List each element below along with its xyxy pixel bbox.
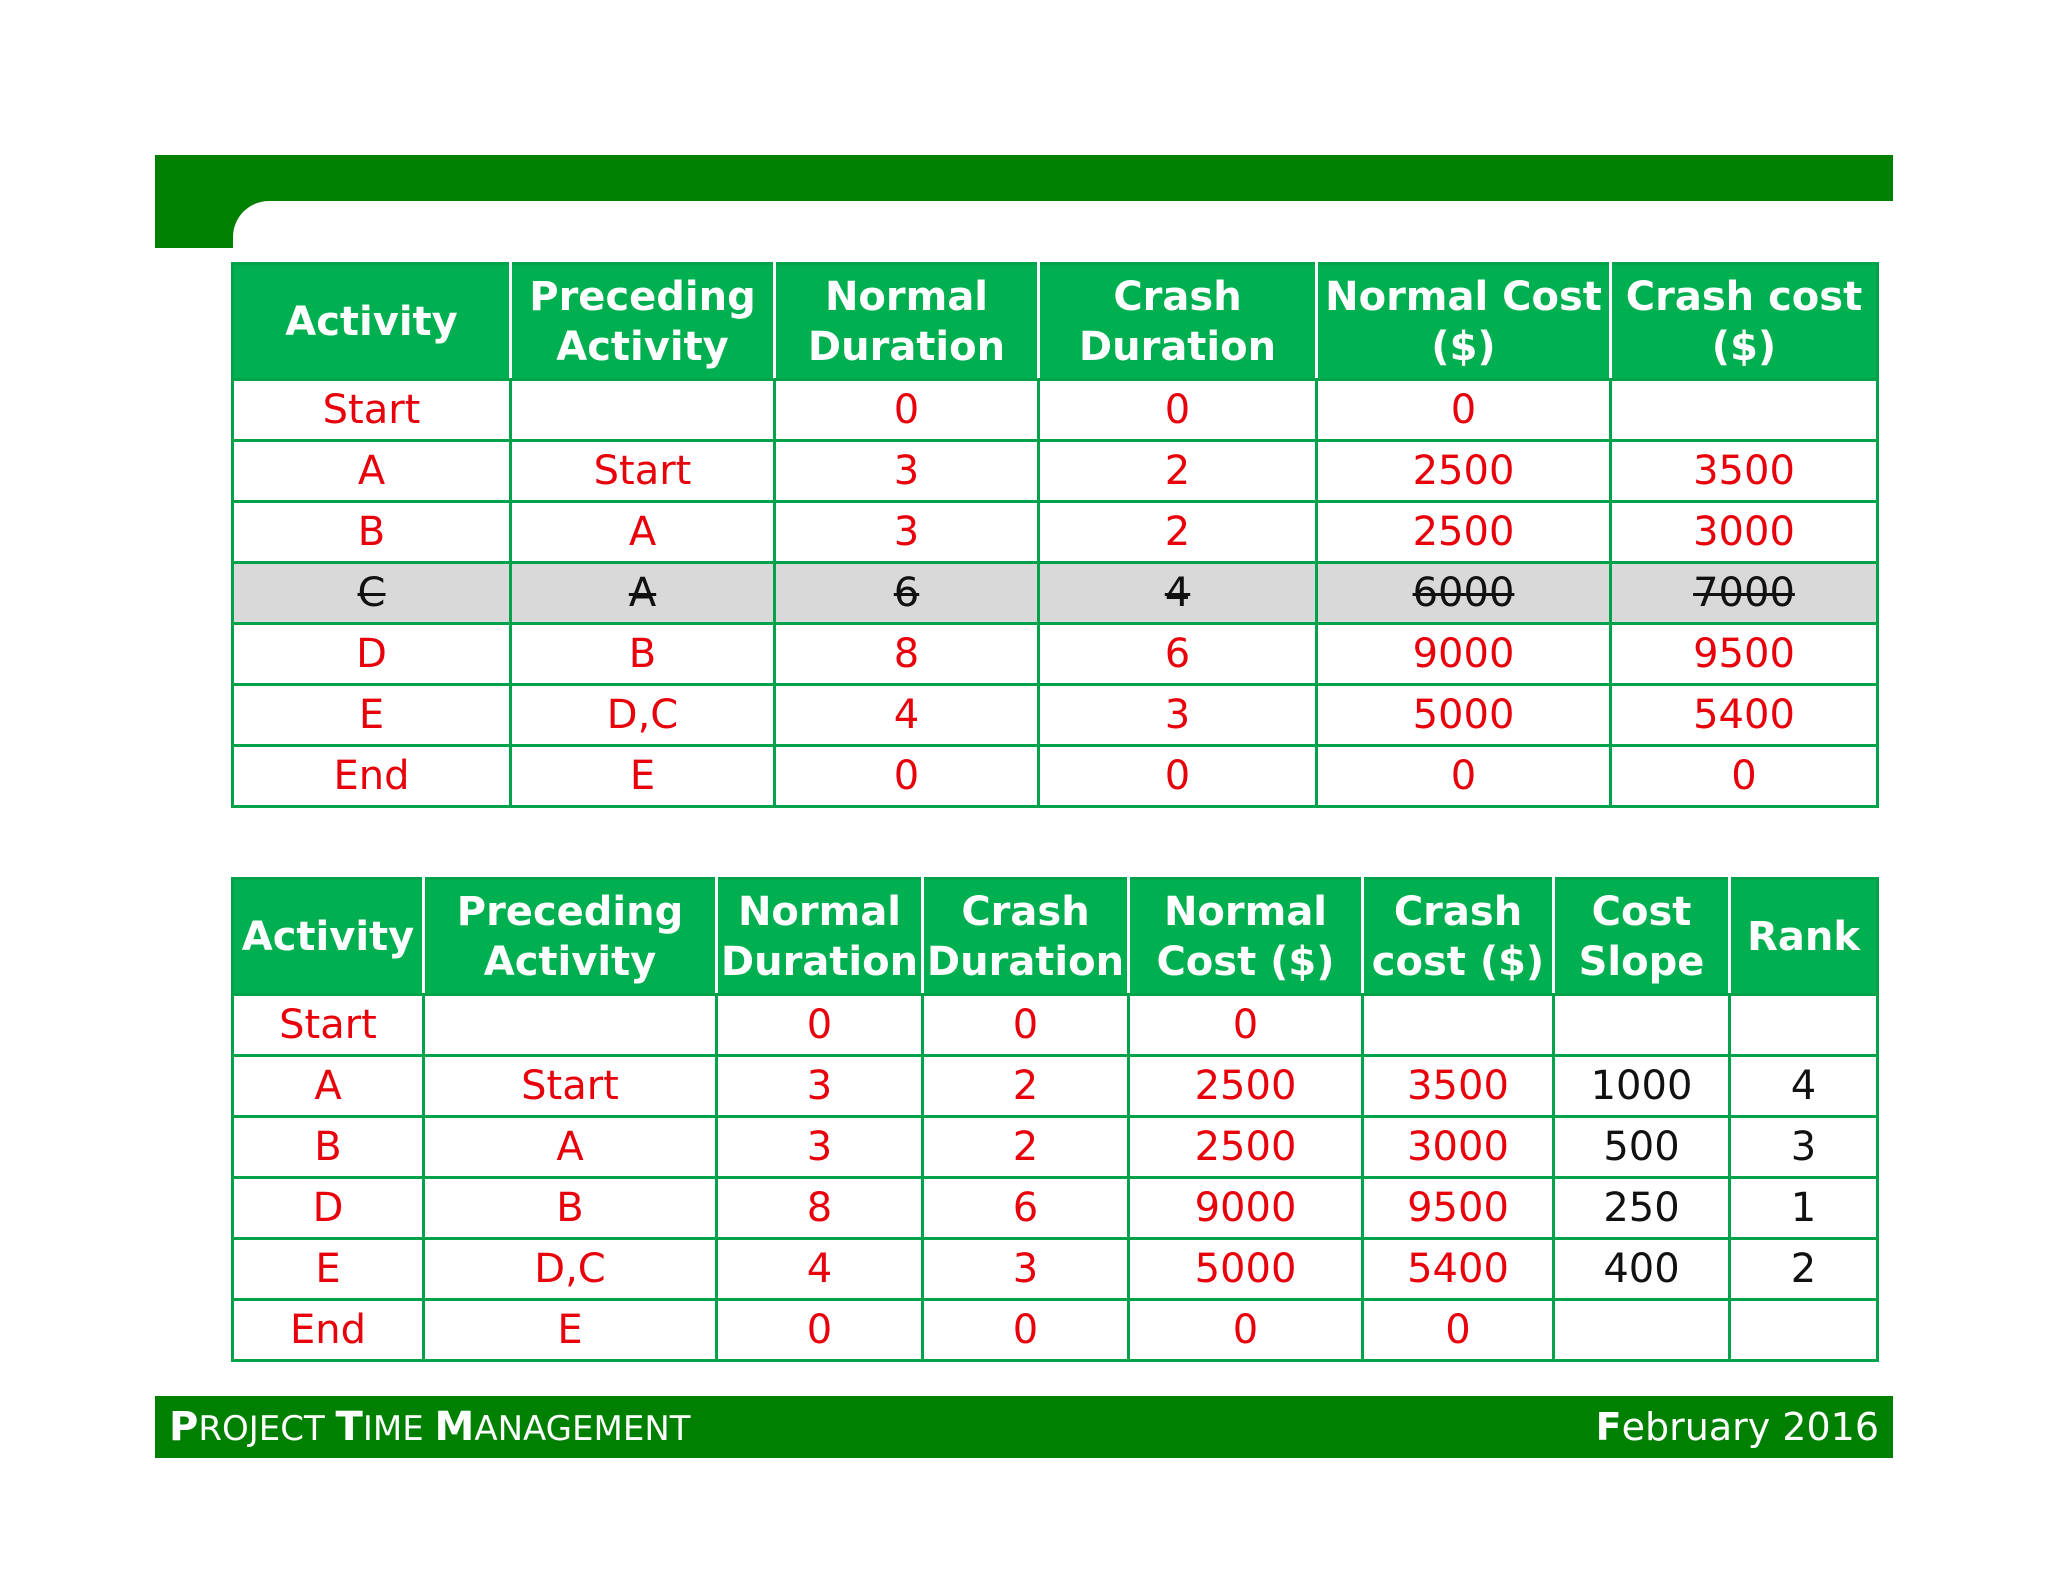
footer-bar xyxy=(155,1396,1893,1458)
cell: 2500 xyxy=(1317,441,1611,502)
cell: 9000 xyxy=(1129,1178,1363,1239)
header-activity: Activity xyxy=(233,264,511,380)
cell: 0 xyxy=(717,995,923,1056)
cell-cost-slope: 250 xyxy=(1554,1178,1730,1239)
cell-cost-slope xyxy=(1554,1300,1730,1361)
header-rank: Rank xyxy=(1730,879,1878,995)
cell: B xyxy=(233,502,511,563)
footer-title-text: ROJECT xyxy=(198,1409,336,1449)
cell: 3000 xyxy=(1611,502,1878,563)
cell: 0 xyxy=(1039,746,1317,807)
cell xyxy=(511,380,775,441)
cell: E xyxy=(233,1239,424,1300)
footer-title xyxy=(169,1396,691,1460)
header-crash-cost: Crash cost ($) xyxy=(1611,264,1878,380)
top-banner-tab xyxy=(155,201,233,248)
cell: Start xyxy=(424,1056,717,1117)
cell: 9500 xyxy=(1363,1178,1554,1239)
table-row xyxy=(233,1056,1878,1117)
cell: 3 xyxy=(775,502,1039,563)
table-row xyxy=(233,995,1878,1056)
cell: 2 xyxy=(1039,502,1317,563)
cell: 0 xyxy=(1039,380,1317,441)
header-preceding-activity: Preceding Activity xyxy=(424,879,717,995)
table-header-row xyxy=(233,879,1878,995)
header-activity: Activity xyxy=(233,879,424,995)
cell: 5000 xyxy=(1129,1239,1363,1300)
cell: Start xyxy=(233,380,511,441)
cell: 0 xyxy=(923,1300,1129,1361)
cell xyxy=(1611,380,1878,441)
header-cost-slope: Cost Slope xyxy=(1554,879,1730,995)
cell: 3 xyxy=(923,1239,1129,1300)
cell: C xyxy=(233,563,511,624)
cell: D,C xyxy=(424,1239,717,1300)
cell: 8 xyxy=(775,624,1039,685)
top-banner-bar xyxy=(155,155,1893,201)
cell: 5000 xyxy=(1317,685,1611,746)
header-normal-cost: Normal Cost ($) xyxy=(1317,264,1611,380)
cell: 0 xyxy=(1611,746,1878,807)
cell: 0 xyxy=(1317,746,1611,807)
cell: 3000 xyxy=(1363,1117,1554,1178)
cell: D xyxy=(233,1178,424,1239)
cell-rank: 4 xyxy=(1730,1056,1878,1117)
cell: End xyxy=(233,1300,424,1361)
cell: A xyxy=(511,502,775,563)
cell: 2 xyxy=(1039,441,1317,502)
table-row xyxy=(233,746,1878,807)
cell: 5400 xyxy=(1611,685,1878,746)
footer-date-text: ebruary 2016 xyxy=(1621,1405,1879,1449)
cell: 8 xyxy=(717,1178,923,1239)
cell: 2500 xyxy=(1129,1117,1363,1178)
footer-title-text: ANAGEMENT xyxy=(474,1409,691,1449)
header-preceding-activity: Preceding Activity xyxy=(511,264,775,380)
footer-date-cap: F xyxy=(1595,1405,1622,1449)
table-row xyxy=(233,1239,1878,1300)
footer-title-cap: M xyxy=(434,1404,475,1450)
table-row xyxy=(233,624,1878,685)
cell: Start xyxy=(233,995,424,1056)
cell-rank: 1 xyxy=(1730,1178,1878,1239)
activity-table-cost-slope xyxy=(231,877,1879,1362)
cell xyxy=(1363,995,1554,1056)
cell: 0 xyxy=(1317,380,1611,441)
table-row xyxy=(233,1117,1878,1178)
cell: End xyxy=(233,746,511,807)
cell: 0 xyxy=(717,1300,923,1361)
cell: 6 xyxy=(1039,624,1317,685)
header-normal-duration: Normal Duration xyxy=(775,264,1039,380)
header-crash-duration: Crash Duration xyxy=(1039,264,1317,380)
cell: B xyxy=(511,624,775,685)
table-row xyxy=(233,1300,1878,1361)
cell-rank: 3 xyxy=(1730,1117,1878,1178)
cell: E xyxy=(511,746,775,807)
table-row xyxy=(233,685,1878,746)
cell-rank: 2 xyxy=(1730,1239,1878,1300)
cell: B xyxy=(233,1117,424,1178)
cell: 2 xyxy=(923,1056,1129,1117)
cell: 9000 xyxy=(1317,624,1611,685)
cell-rank xyxy=(1730,1300,1878,1361)
cell: 3500 xyxy=(1611,441,1878,502)
header-crash-cost: Crash cost ($) xyxy=(1363,879,1554,995)
cell: 6000 xyxy=(1317,563,1611,624)
table-row xyxy=(233,380,1878,441)
footer-title-cap: T xyxy=(335,1404,363,1450)
cell: 6 xyxy=(775,563,1039,624)
footer-title-text: IME xyxy=(362,1409,435,1449)
cell: A xyxy=(511,563,775,624)
cell: 2500 xyxy=(1317,502,1611,563)
cell: Start xyxy=(511,441,775,502)
cell: 0 xyxy=(1363,1300,1554,1361)
cell: D,C xyxy=(511,685,775,746)
cell-cost-slope: 400 xyxy=(1554,1239,1730,1300)
footer-title-cap: P xyxy=(169,1404,199,1450)
cell: 0 xyxy=(1129,995,1363,1056)
cell-cost-slope: 500 xyxy=(1554,1117,1730,1178)
cell: 6 xyxy=(923,1178,1129,1239)
table-row xyxy=(233,441,1878,502)
cell: B xyxy=(424,1178,717,1239)
header-normal-cost: Normal Cost ($) xyxy=(1129,879,1363,995)
cell: 3 xyxy=(717,1117,923,1178)
cell: 4 xyxy=(1039,563,1317,624)
cell: 4 xyxy=(717,1239,923,1300)
cell: 0 xyxy=(775,380,1039,441)
cell: 9500 xyxy=(1611,624,1878,685)
cell-cost-slope xyxy=(1554,995,1730,1056)
cell: 0 xyxy=(1129,1300,1363,1361)
cell: 4 xyxy=(775,685,1039,746)
cell: A xyxy=(233,1056,424,1117)
cell-cost-slope: 1000 xyxy=(1554,1056,1730,1117)
table-row-struck-activity-c xyxy=(233,563,1878,624)
cell: A xyxy=(233,441,511,502)
table-row xyxy=(233,1178,1878,1239)
cell: 2500 xyxy=(1129,1056,1363,1117)
cell: 7000 xyxy=(1611,563,1878,624)
cell: 3 xyxy=(775,441,1039,502)
table-row xyxy=(233,502,1878,563)
cell: 3 xyxy=(1039,685,1317,746)
footer-date xyxy=(1596,1396,1879,1458)
cell: 0 xyxy=(923,995,1129,1056)
cell xyxy=(424,995,717,1056)
cell: 3500 xyxy=(1363,1056,1554,1117)
cell: 3 xyxy=(717,1056,923,1117)
cell: 2 xyxy=(923,1117,1129,1178)
cell: 5400 xyxy=(1363,1239,1554,1300)
cell: D xyxy=(233,624,511,685)
table-header-row xyxy=(233,264,1878,380)
activity-table-original xyxy=(231,262,1879,808)
cell-rank xyxy=(1730,995,1878,1056)
cell: E xyxy=(233,685,511,746)
cell: 0 xyxy=(775,746,1039,807)
cell: E xyxy=(424,1300,717,1361)
header-normal-duration: Normal Duration xyxy=(717,879,923,995)
header-crash-duration: Crash Duration xyxy=(923,879,1129,995)
cell: A xyxy=(424,1117,717,1178)
